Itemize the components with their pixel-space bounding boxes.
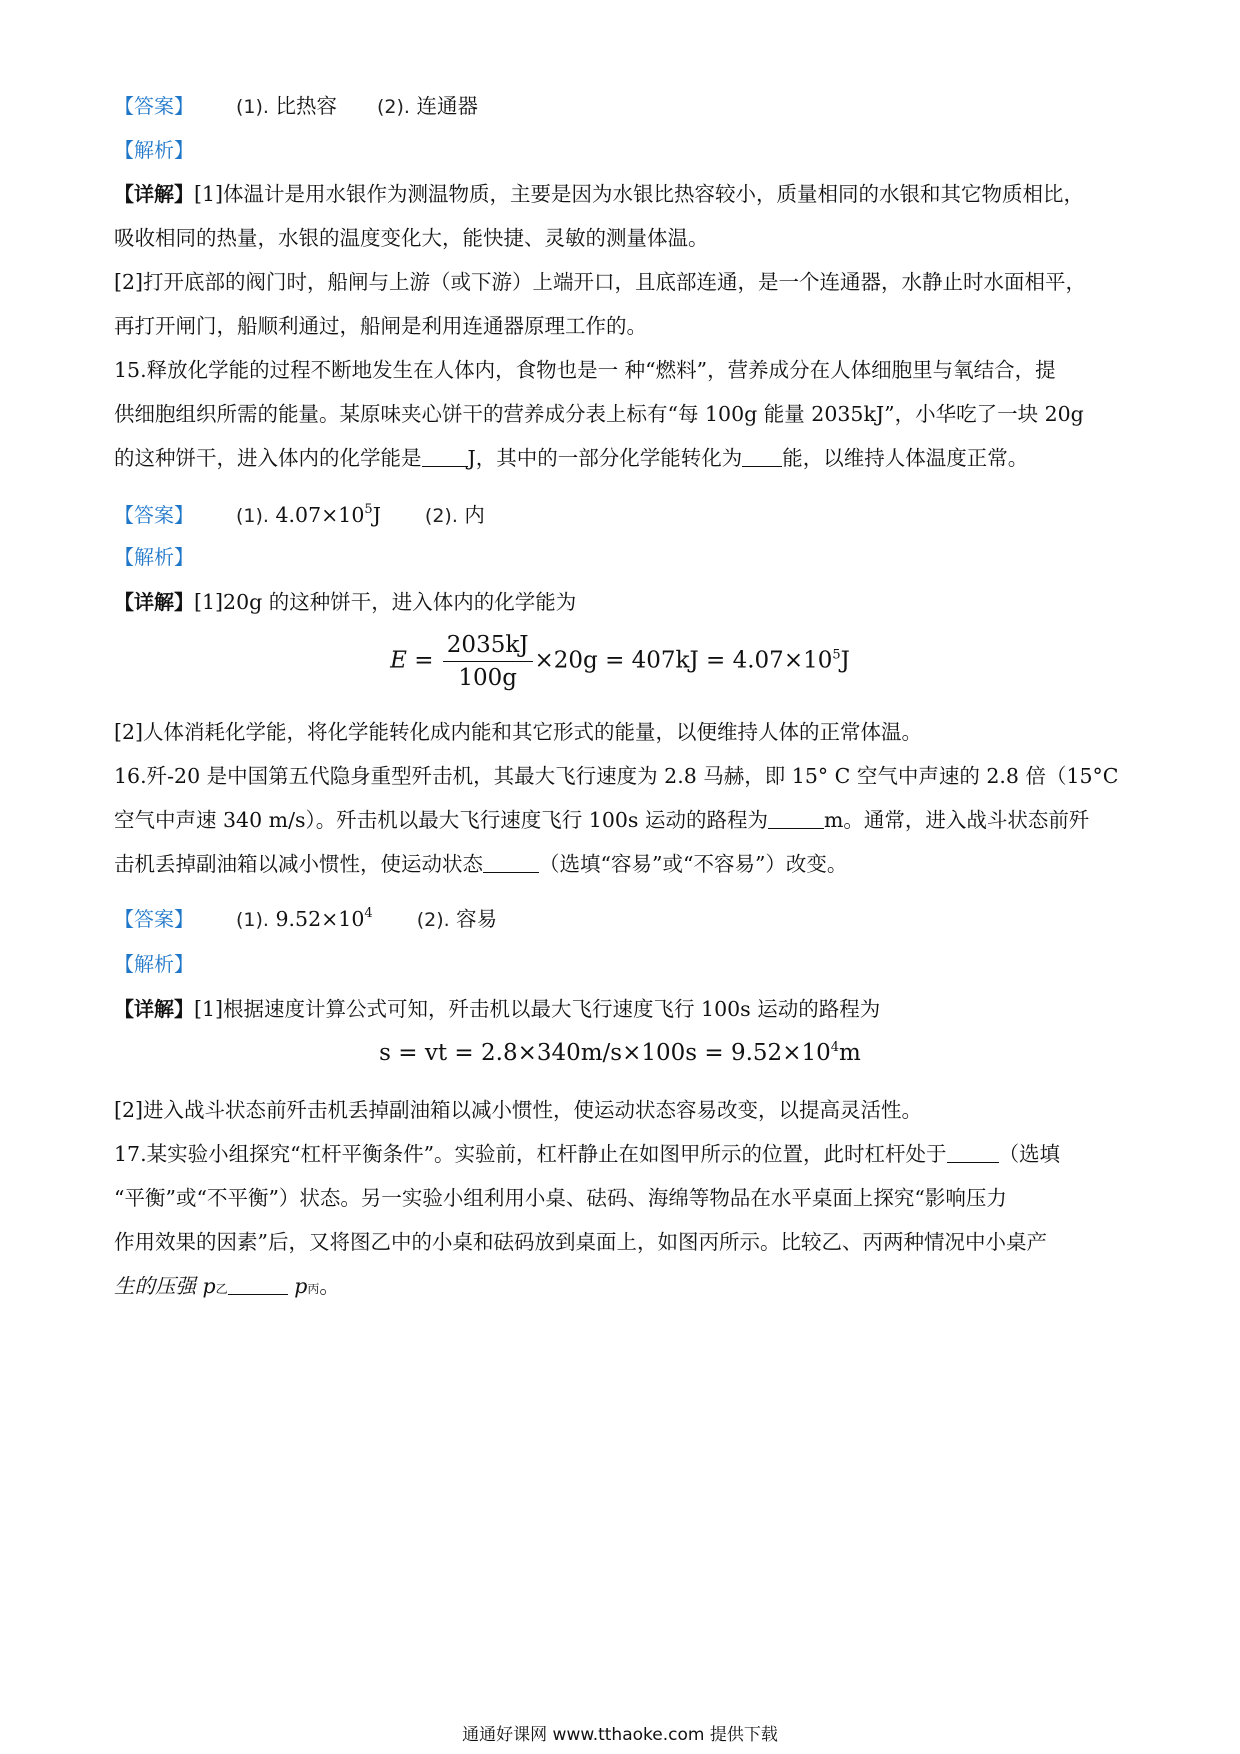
- q16-answer-line: [114, 890, 1130, 944]
- answer-blank: [768, 808, 824, 829]
- detail-tag: 【详解】: [114, 997, 194, 1021]
- answer-value: 比热容: [275, 94, 337, 118]
- question-text: 击机丢掉副油箱以减小惯性，使运动状态: [114, 852, 483, 876]
- answer-tag: 【答案】: [114, 503, 194, 527]
- q15-formula: E = $\frac{2035kJ}{100g}$ $\times 20g = 407kJ = 4.07\times 10^5J$: [390, 632, 850, 691]
- q16-detail-line-1: [114, 985, 1130, 1033]
- q15-detail-line-1: [114, 578, 1130, 626]
- answer-tag: 【答案】: [114, 907, 194, 931]
- detail-text: [1]20g 的这种饼干，进入体内的化学能为: [194, 590, 577, 614]
- q14-analysis-line: [114, 126, 1130, 174]
- analysis-tag: 【解析】: [114, 138, 194, 162]
- q17-text-line-2: “平衡”或“不平衡”）状态。另一实验小组利用小桌、砝码、海绵等物品在水平桌面上探究“影响压力: [114, 1186, 1007, 1210]
- q14-detail-line-1: [114, 170, 1130, 218]
- q15-analysis-line: [114, 533, 1130, 581]
- q15-detail-line-2: [2]人体消耗化学能，将化学能转化成内能和其它形式的能量，以便维持人体的正常体温。: [114, 720, 923, 744]
- subscript: 丙: [307, 1282, 320, 1296]
- formula-fraction: $\frac{2035kJ}{100g}$: [443, 632, 533, 691]
- q16-formula: s = vt = $2.8\times 340m/s\times 100s = 9.52\times 10^4m$: [379, 1040, 861, 1066]
- question-text: （选填“容易”或“不容易”）改变。: [539, 852, 848, 876]
- q17-text-line-4: [114, 1262, 1130, 1313]
- q14-detail-line-3: [2]打开底部的阀门时，船闸与上游（或下游）上端开口，且底部连通，是一个连通器，水静止时水面相平，: [114, 270, 1087, 294]
- answer-value: 连通器: [416, 94, 478, 118]
- question-text: 空气中声速 340 m/s）。歼击机以最大飞行速度飞行 100s 运动的路程为: [114, 808, 768, 832]
- q16-text-line-3: [114, 840, 1130, 888]
- q14-detail-line-2: 吸收相同的热量，水银的温度变化大，能快捷、灵敏的测量体温。: [114, 226, 709, 250]
- q15-text-line-3: [114, 434, 1130, 482]
- answer-index: (2).: [416, 909, 450, 931]
- q14-answer-line: [114, 82, 1130, 131]
- question-text: （选填: [998, 1142, 1061, 1166]
- q16-detail-line-2: [2]进入战斗状态前歼击机丢掉副油箱以减小惯性，使运动状态容易改变，以提高灵活性。: [114, 1098, 923, 1122]
- q16-analysis-line: [114, 940, 1130, 988]
- answer-blank: [228, 1274, 288, 1295]
- detail-text: [1]根据速度计算公式可知，歼击机以最大飞行速度飞行 100s 运动的路程为: [194, 997, 881, 1021]
- question-text: 能，以维持人体温度正常。: [782, 446, 1029, 470]
- question-text: p: [294, 1274, 308, 1298]
- answer-value: $9.52\times 10^4$: [275, 906, 373, 931]
- q15-answer-line: [114, 486, 1130, 540]
- question-text: 。: [319, 1274, 340, 1298]
- detail-text: [1]体温计是用水银作为测温物质，主要是因为水银比热容较小，质量相同的水银和其它物质相比，: [194, 182, 1085, 206]
- question-text: 17.某实验小组探究“杠杆平衡条件”。实验前，杠杆静止在如图甲所示的位置，此时杠杆处于: [114, 1142, 947, 1166]
- answer-index: (2).: [376, 96, 410, 118]
- q17-text-line-1: [114, 1130, 1130, 1178]
- answer-value: 内: [464, 503, 485, 527]
- subscript: 乙: [215, 1282, 228, 1296]
- q14-detail-line-4: 再打开闸门，船顺利通过，船闸是利用连通器原理工作的。: [114, 314, 647, 338]
- answer-value: 容易: [456, 907, 498, 931]
- answer-blank: [422, 446, 468, 467]
- answer-index: (1).: [236, 96, 269, 118]
- question-text: 的这种饼干，进入体内的化学能是: [114, 446, 422, 470]
- question-text: m。通常，进入战斗状态前歼: [823, 808, 1090, 832]
- page-footer: 通通好课网 www.tthaoke.com 提供下载: [462, 1725, 778, 1745]
- answer-blank: [947, 1142, 999, 1163]
- answer-blank: [483, 852, 539, 873]
- answer-index: (1).: [236, 909, 269, 931]
- q16-text-line-1: 16.歼-20 是中国第五代隐身重型歼击机，其最大飞行速度为 2.8 马赫，即 15° C 空气中声速的 2.8 倍（15°C: [114, 764, 1119, 788]
- answer-blank: [742, 446, 782, 467]
- answer-index: (2).: [424, 505, 458, 527]
- analysis-tag: 【解析】: [114, 952, 194, 976]
- q17-text-line-3: 作用效果的因素”后，又将图乙中的小桌和砝码放到桌面上，如图丙所示。比较乙、丙两种情况中小桌产: [114, 1230, 1047, 1254]
- detail-tag: 【详解】: [114, 590, 194, 614]
- q15-text-line-1: 15.释放化学能的过程不断地发生在人体内，食物也是一 种“燃料”，营养成分在人体细胞里与氧结合，提: [114, 358, 1056, 382]
- analysis-tag: 【解析】: [114, 545, 194, 569]
- q15-text-line-2: 供细胞组织所需的能量。某原味夹心饼干的营养成分表上标有“每 100g 能量 2035kJ”，小华吃了一块 20g: [114, 402, 1084, 426]
- detail-tag: 【详解】: [114, 182, 194, 206]
- q16-text-line-2: [114, 796, 1130, 844]
- answer-tag: 【答案】: [114, 94, 194, 118]
- question-text: 生的压强 p: [114, 1274, 216, 1298]
- answer-value: $4.07\times 10^5J$: [275, 502, 381, 527]
- question-text: J，其中的一部分化学能转化为: [467, 446, 743, 470]
- answer-index: (1).: [236, 505, 269, 527]
